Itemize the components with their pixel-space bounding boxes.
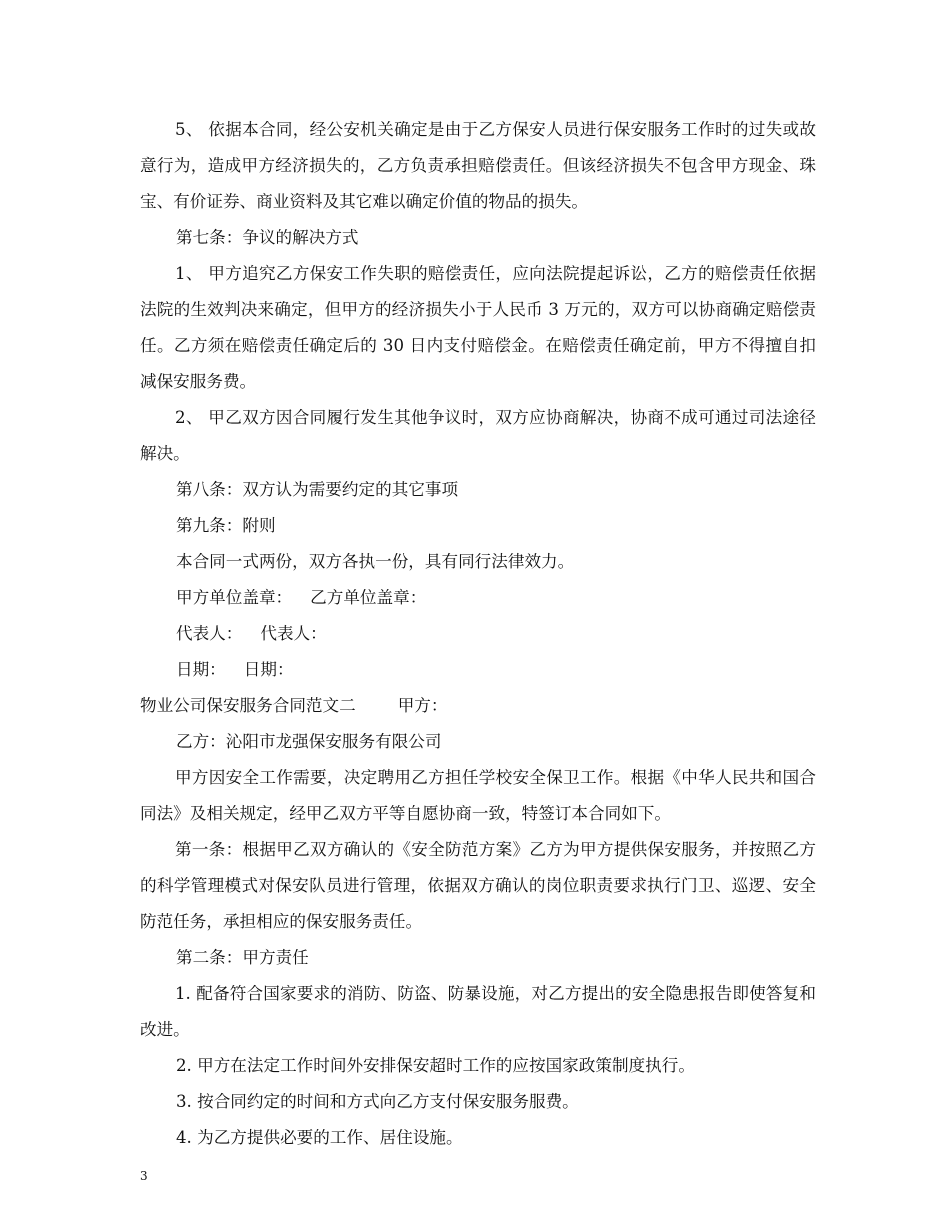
party-b-representative-label: 代表人： [260, 624, 327, 643]
party-a-label: 甲方： [397, 696, 448, 715]
paragraph-dispute-1: 1、 甲方追究乙方保安工作失职的赔偿责任，应向法院提起诉讼，乙方的赔偿责任依据法院的生效判决来确定，但甲方的经济损失小于人民币 3 万元的，双方可以协商确定赔偿责任。乙方须在赔偿责任确定后的 30 日内支付赔偿金。在赔偿责任确定前，甲方不得擅自扣减保安服务费。 [140, 264, 816, 391]
party-a-representative-label: 代表人： [176, 624, 243, 643]
paragraph-duty-2: 2. 甲方在法定工作时间外安排保安超时工作的应按国家政策制度执行。 [176, 1056, 695, 1075]
paragraph-dispute-2: 2、 甲乙双方因合同履行发生其他争议时，双方应协商解决，协商不成可通过司法途径解决。 [140, 408, 816, 463]
paragraph-article-1: 第一条：根据甲乙双方确认的《安全防范方案》乙方为甲方提供保安服务，并按照乙方的科学管理模式对保安队员进行管理，依据双方确认的岗位职责要求执行门卫、巡逻、安全防范任务，承担相应的保安服务责任。 [140, 840, 816, 931]
party-a-date-label: 日期： [176, 660, 226, 679]
heading-article-7: 第七条：争议的解决方式 [176, 228, 359, 247]
representative-line [176, 616, 327, 652]
paragraph-clause-5: 5、 依据本合同，经公安机关确定是由于乙方保安人员进行保安服务工作时的过失或故意行为，造成甲方经济损失的，乙方负责承担赔偿责任。但该经济损失不包含甲方现金、珠宝、有价证券、商业资料及其它难以确定价值的物品的损失。 [140, 120, 816, 211]
page-number: 3 [140, 1169, 148, 1183]
paragraph-duty-4: 4. 为乙方提供必要的工作、居住设施。 [176, 1128, 463, 1147]
paragraph-preamble: 甲方因安全工作需要，决定聘用乙方担任学校安全保卫工作。根据《中华人民共和国合同法》及相关规定，经甲乙双方平等自愿协商一致，特签订本合同如下。 [140, 768, 816, 823]
party-b-line: 乙方：沁阳市龙强保安服务有限公司 [176, 732, 442, 751]
party-b-date-label: 日期： [243, 660, 294, 679]
paragraph-duty-1: 1. 配备符合国家要求的消防、防盗、防暴设施，对乙方提出的安全隐患报告即使答复和改进。 [140, 984, 816, 1039]
seal-line [176, 580, 426, 616]
heading-article-9: 第九条：附则 [176, 516, 276, 535]
party-a-seal-label: 甲方单位盖章： [176, 588, 293, 607]
section-title: 物业公司保安服务合同范文二 [140, 696, 356, 715]
heading-article-2: 第二条：甲方责任 [176, 948, 309, 967]
paragraph-duty-3: 3. 按合同约定的时间和方式向乙方支付保安服务服费。 [176, 1092, 579, 1111]
paragraph-copies: 本合同一式两份，双方各执一份，具有同行法律效力。 [176, 552, 575, 571]
party-b-seal-label: 乙方单位盖章： [310, 588, 427, 607]
heading-article-8: 第八条：双方认为需要约定的其它事项 [176, 480, 459, 499]
section-title-line [140, 688, 448, 724]
date-line [176, 652, 294, 688]
